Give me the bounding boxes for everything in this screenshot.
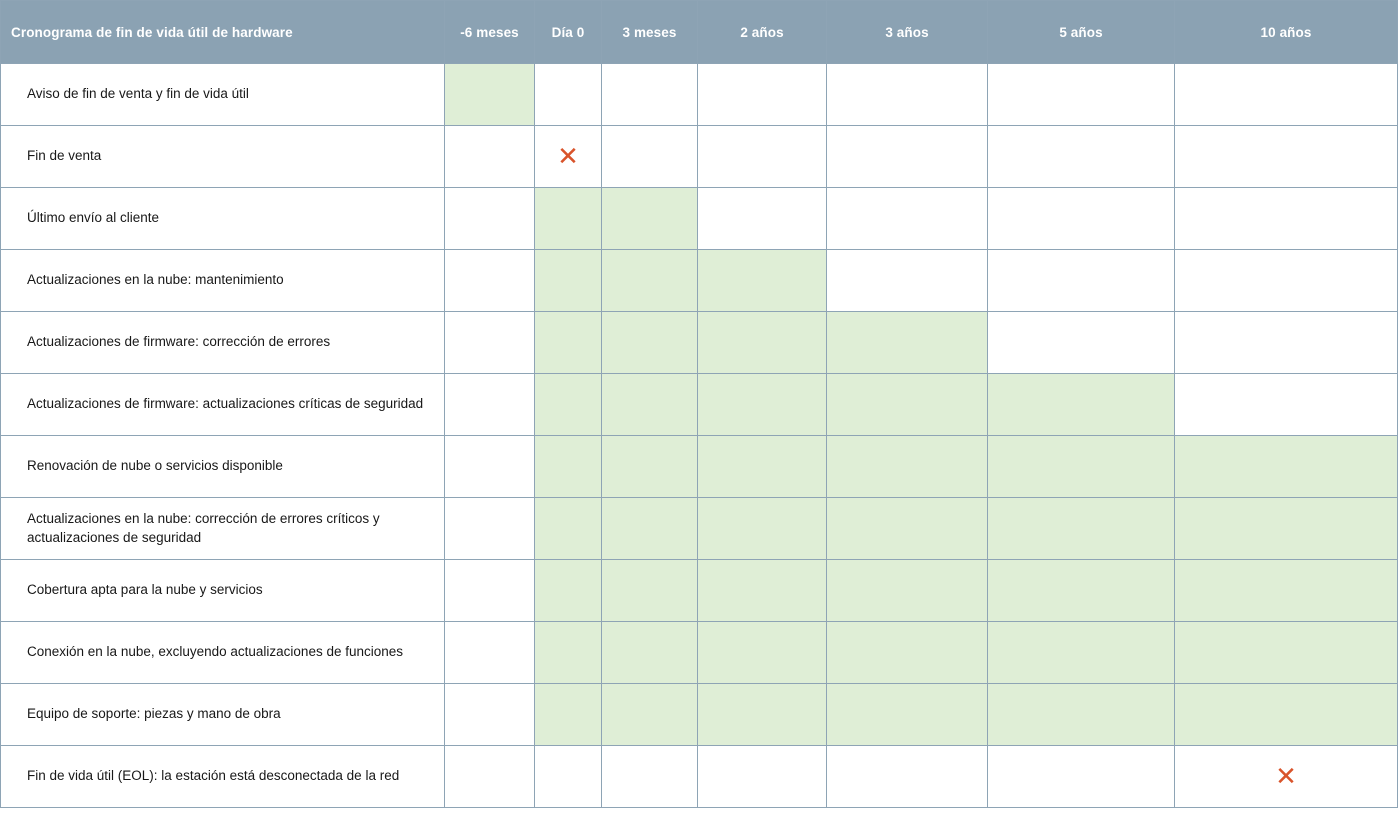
row-label: Renovación de nube o servicios disponible	[1, 436, 445, 498]
row-label: Actualizaciones en la nube: mantenimiento	[1, 250, 445, 312]
table-row	[1, 684, 1398, 746]
coverage-cell	[698, 436, 827, 498]
x-mark-icon: ✕	[1275, 761, 1297, 792]
column-header-3-anos: 3 años	[827, 1, 988, 64]
empty-cell	[698, 64, 827, 126]
table-header-row	[1, 1, 1398, 64]
coverage-cell	[602, 374, 698, 436]
coverage-cell	[535, 684, 602, 746]
coverage-cell	[827, 436, 988, 498]
coverage-cell	[698, 560, 827, 622]
coverage-cell	[988, 374, 1175, 436]
table-row	[1, 746, 1398, 808]
empty-cell	[698, 126, 827, 188]
row-label: Fin de vida útil (EOL): la estación está desconectada de la red	[1, 746, 445, 808]
coverage-cell	[535, 250, 602, 312]
empty-cell	[445, 436, 535, 498]
coverage-cell	[1175, 684, 1398, 746]
empty-cell	[445, 622, 535, 684]
table-row	[1, 250, 1398, 312]
empty-cell	[1175, 126, 1398, 188]
coverage-cell	[988, 436, 1175, 498]
empty-cell	[602, 64, 698, 126]
table-row	[1, 374, 1398, 436]
row-label: Último envío al cliente	[1, 188, 445, 250]
coverage-cell	[535, 498, 602, 560]
empty-cell	[988, 126, 1175, 188]
coverage-cell	[988, 622, 1175, 684]
empty-cell	[535, 64, 602, 126]
coverage-cell	[602, 250, 698, 312]
coverage-cell	[1175, 560, 1398, 622]
coverage-cell	[698, 312, 827, 374]
coverage-cell	[988, 498, 1175, 560]
empty-cell	[1175, 312, 1398, 374]
table-body	[1, 64, 1398, 808]
empty-cell	[445, 498, 535, 560]
table-corner-title: Cronograma de fin de vida útil de hardware	[1, 1, 445, 64]
coverage-cell	[827, 312, 988, 374]
empty-cell	[445, 684, 535, 746]
x-mark-icon: ✕	[557, 141, 579, 172]
column-header-2-anos: 2 años	[698, 1, 827, 64]
empty-cell	[445, 374, 535, 436]
table-header	[1, 1, 1398, 64]
empty-cell	[602, 126, 698, 188]
coverage-cell	[827, 374, 988, 436]
column-header-10-anos: 10 años	[1175, 1, 1398, 64]
coverage-cell	[988, 684, 1175, 746]
coverage-cell	[827, 684, 988, 746]
empty-cell	[445, 188, 535, 250]
coverage-cell	[602, 622, 698, 684]
empty-cell	[988, 746, 1175, 808]
coverage-cell	[988, 560, 1175, 622]
table-row	[1, 188, 1398, 250]
row-label: Actualizaciones de firmware: actualizaciones críticas de seguridad	[1, 374, 445, 436]
coverage-cell	[535, 436, 602, 498]
table-row	[1, 126, 1398, 188]
empty-cell	[602, 746, 698, 808]
empty-cell	[445, 560, 535, 622]
coverage-cell	[602, 188, 698, 250]
empty-cell	[445, 126, 535, 188]
table-row	[1, 560, 1398, 622]
empty-cell	[535, 746, 602, 808]
coverage-cell	[602, 436, 698, 498]
coverage-cell	[535, 560, 602, 622]
coverage-cell	[535, 188, 602, 250]
coverage-cell	[535, 312, 602, 374]
coverage-cell	[827, 622, 988, 684]
row-label: Fin de venta	[1, 126, 445, 188]
empty-cell	[1175, 250, 1398, 312]
table-row	[1, 622, 1398, 684]
empty-cell	[445, 746, 535, 808]
empty-cell	[988, 312, 1175, 374]
empty-cell	[445, 312, 535, 374]
coverage-cell	[1175, 622, 1398, 684]
table-row	[1, 498, 1398, 560]
empty-cell	[445, 250, 535, 312]
coverage-cell	[698, 250, 827, 312]
coverage-cell	[445, 64, 535, 126]
row-label: Cobertura apta para la nube y servicios	[1, 560, 445, 622]
coverage-cell	[698, 622, 827, 684]
column-header-minus-6-meses: -6 meses	[445, 1, 535, 64]
table-row	[1, 436, 1398, 498]
coverage-cell	[827, 560, 988, 622]
empty-cell	[827, 126, 988, 188]
empty-cell	[988, 64, 1175, 126]
empty-cell	[827, 250, 988, 312]
column-header-3-meses: 3 meses	[602, 1, 698, 64]
milestone-cell	[1175, 746, 1398, 808]
coverage-cell	[602, 560, 698, 622]
empty-cell	[827, 188, 988, 250]
empty-cell	[827, 64, 988, 126]
row-label: Actualizaciones de firmware: corrección de errores	[1, 312, 445, 374]
coverage-cell	[602, 684, 698, 746]
coverage-cell	[535, 374, 602, 436]
coverage-cell	[535, 622, 602, 684]
milestone-cell	[535, 126, 602, 188]
empty-cell	[698, 746, 827, 808]
empty-cell	[698, 188, 827, 250]
empty-cell	[988, 188, 1175, 250]
coverage-cell	[698, 498, 827, 560]
coverage-cell	[698, 374, 827, 436]
empty-cell	[988, 250, 1175, 312]
coverage-cell	[602, 312, 698, 374]
coverage-cell	[827, 498, 988, 560]
coverage-cell	[1175, 498, 1398, 560]
column-header-dia-0: Día 0	[535, 1, 602, 64]
coverage-cell	[1175, 436, 1398, 498]
empty-cell	[827, 746, 988, 808]
coverage-cell	[698, 684, 827, 746]
empty-cell	[1175, 188, 1398, 250]
coverage-cell	[602, 498, 698, 560]
table-row	[1, 312, 1398, 374]
table-row	[1, 64, 1398, 126]
empty-cell	[1175, 374, 1398, 436]
empty-cell	[1175, 64, 1398, 126]
row-label: Actualizaciones en la nube: corrección de errores críticos y actualizaciones de seguridad	[1, 498, 445, 560]
row-label: Conexión en la nube, excluyendo actualizaciones de funciones	[1, 622, 445, 684]
row-label: Aviso de fin de venta y fin de vida útil	[1, 64, 445, 126]
row-label: Equipo de soporte: piezas y mano de obra	[1, 684, 445, 746]
column-header-5-anos: 5 años	[988, 1, 1175, 64]
